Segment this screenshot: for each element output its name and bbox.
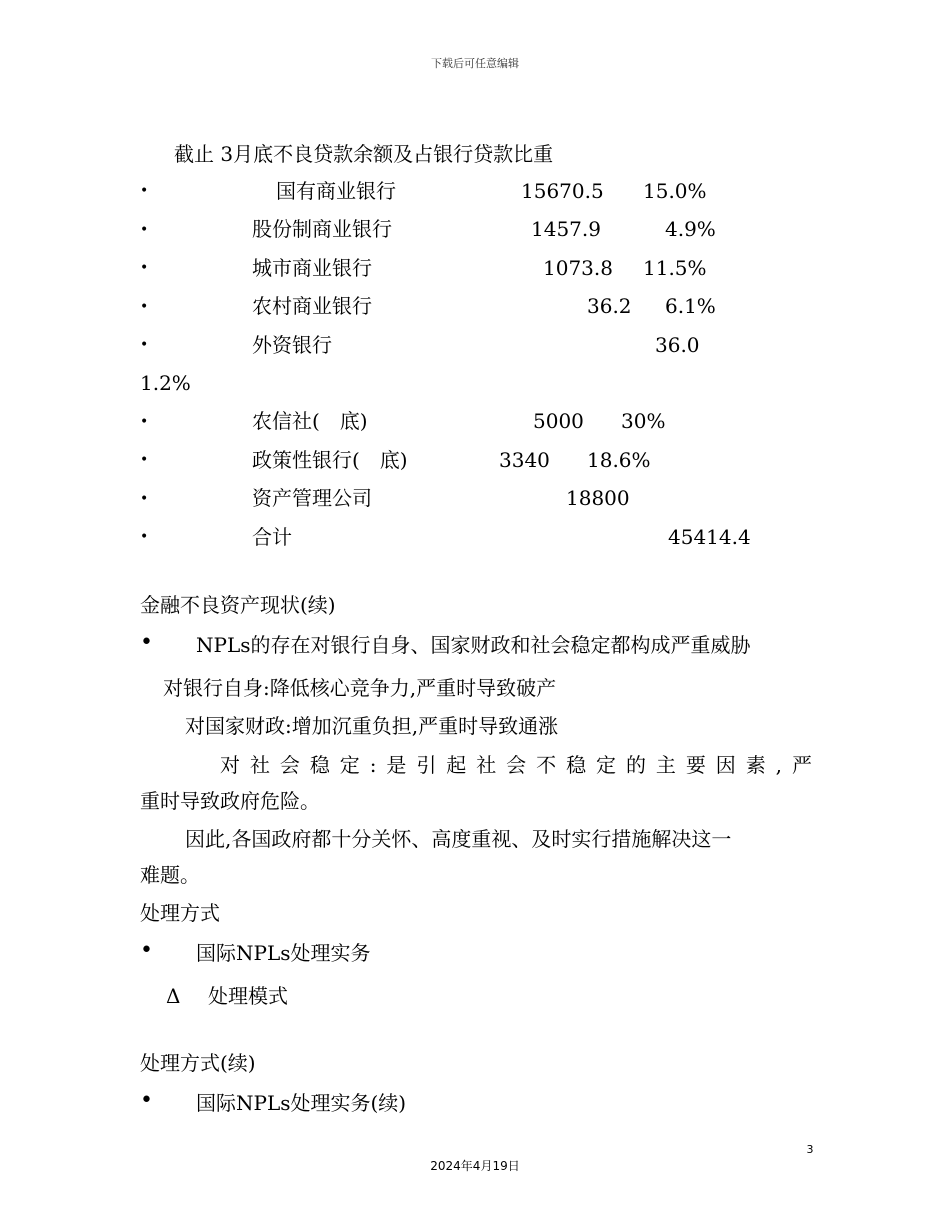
row-amount: 15670.5 xyxy=(521,179,604,203)
row-ratio: 1.2% xyxy=(140,371,191,395)
list-bullet: • xyxy=(140,414,149,430)
row-amount: 5000 xyxy=(533,409,584,433)
row-ratio: 11.5% xyxy=(643,256,707,280)
row-name: 农信社( 底) xyxy=(252,409,368,433)
list-bullet: • xyxy=(140,491,149,507)
sub-item-text: 处理模式 xyxy=(208,984,288,1008)
paragraph-line: 因此,各国政府都十分关怀、高度重视、及时实行措施解决这一 xyxy=(185,827,732,851)
row-amount: 3340 xyxy=(499,448,550,472)
row-ratio: 6.1% xyxy=(665,294,716,318)
paragraph-line: 难题。 xyxy=(140,863,200,887)
paragraph-line: 对社会稳定:是引起社会不稳定的主要因素,严 xyxy=(220,753,812,777)
list-bullet: • xyxy=(140,452,149,468)
row-name: 资产管理公司 xyxy=(252,486,372,510)
bullet-text: NPLs的存在对银行自身、国家财政和社会稳定都构成严重威胁 xyxy=(196,633,751,657)
row-amount: 36.0 xyxy=(655,333,700,357)
section-heading: 处理方式 xyxy=(140,901,220,925)
row-amount: 36.2 xyxy=(587,294,632,318)
page-header: 下载后可任意编辑 xyxy=(431,57,519,70)
section-heading: 金融不良资产现状(续) xyxy=(140,593,336,617)
row-name: 城市商业银行 xyxy=(252,256,372,280)
row-amount: 18800 xyxy=(566,486,630,510)
row-amount: 1457.9 xyxy=(531,217,601,241)
row-amount: 1073.8 xyxy=(543,256,613,280)
list-bullet: • xyxy=(140,938,153,963)
list-bullet: • xyxy=(140,260,149,276)
bullet-text: 国际NPLs处理实务 xyxy=(196,941,371,965)
list-bullet: • xyxy=(140,222,149,238)
list-bullet: • xyxy=(140,183,149,199)
row-ratio: 15.0% xyxy=(643,179,707,203)
section-heading: 处理方式(续) xyxy=(140,1051,256,1075)
row-amount: 45414.4 xyxy=(668,525,751,549)
table-title: 截止 3月底不良贷款余额及占银行贷款比重 xyxy=(174,142,554,166)
paragraph-line: 对银行自身:降低核心竞争力,严重时导致破产 xyxy=(163,676,557,700)
row-ratio: 30% xyxy=(621,409,666,433)
paragraph-line: 重时导致政府危险。 xyxy=(140,789,320,813)
paragraph-line: 对国家财政:增加沉重负担,严重时导致通涨 xyxy=(185,714,559,738)
list-bullet: • xyxy=(140,1088,153,1113)
row-name: 外资银行 xyxy=(252,333,332,357)
row-ratio: 4.9% xyxy=(665,217,716,241)
row-name: 合计 xyxy=(252,525,292,549)
list-bullet: • xyxy=(140,337,149,353)
delta-icon: Δ xyxy=(166,984,181,1008)
bullet-text: 国际NPLs处理实务(续) xyxy=(196,1091,407,1115)
footer-date: 2024年4月19日 xyxy=(430,1159,520,1173)
list-bullet: • xyxy=(140,529,149,545)
row-name: 股份制商业银行 xyxy=(252,217,392,241)
row-name: 农村商业银行 xyxy=(252,294,372,318)
row-name: 政策性银行( 底) xyxy=(252,448,408,472)
list-bullet: • xyxy=(140,299,149,315)
page-number: 3 xyxy=(806,1143,814,1156)
list-bullet: • xyxy=(140,630,153,655)
row-ratio: 18.6% xyxy=(587,448,651,472)
row-name: 国有商业银行 xyxy=(276,179,396,203)
